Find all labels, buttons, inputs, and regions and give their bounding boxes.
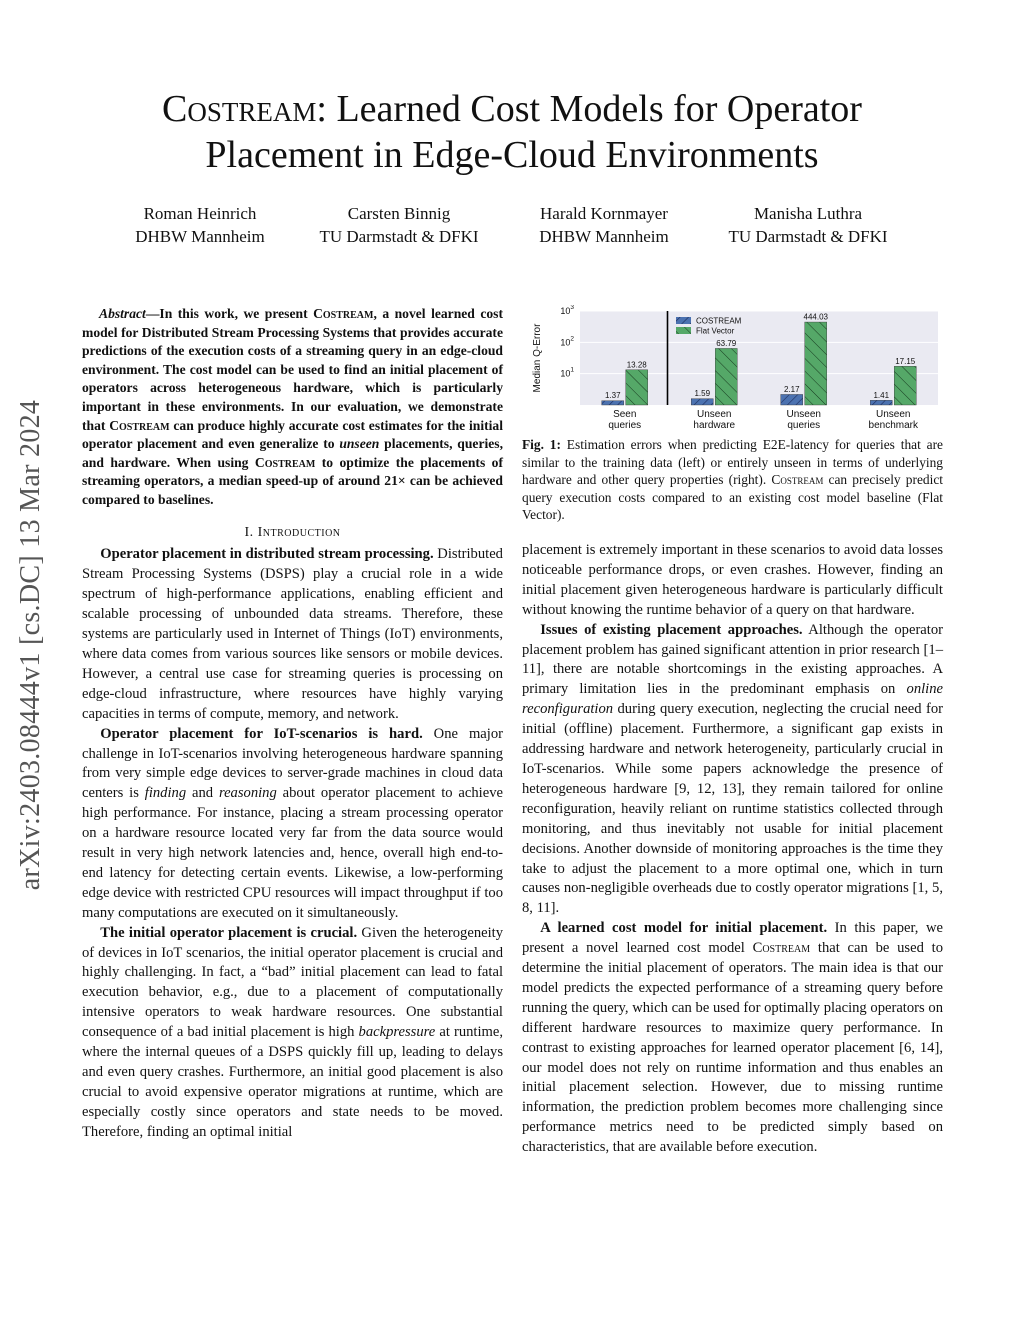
figure-label: Fig. 1: [522, 437, 561, 452]
paragraph-text: Given the heterogeneity of devices in IoT scenarios, the initial operator placement is crucial and highly challenging. In fact, a “bad” initial placement can lead to fatal execution behavior, e.g., due to a placement of computationally intensive operators to weak hardware resources. One substantial consequence of a bad initial placement is high [82, 924, 503, 1041]
paragraph [82, 545, 503, 724]
abstract-text: placements, queries, and hardware. When using [82, 436, 503, 470]
bar-hatch [781, 394, 803, 405]
tick-base: 10 [560, 368, 571, 379]
author-name: Manisha Luthra [753, 204, 863, 223]
author-2 [279, 202, 519, 248]
x-tick-label: Seen [613, 409, 637, 420]
author-affiliation: TU Darmstadt & DFKI [728, 227, 888, 246]
author-4 [688, 202, 928, 248]
paragraph-text: Distributed Stream Processing Systems (DSPS) play a crucial role in a wide spectrum of high-performance applications, enabling efficient and scalable processing of unbounded data streams. Therefore, these systems are particularly used in Internet of Things (IoT) environments, where data comes from various sources like sensors or mobile devices. However, a central use case for streaming queries is processing on edge-cloud infrastructure, where resources have highly varying capacities in terms of compute, memory, and network. [82, 546, 503, 722]
legend-swatch-hatch [676, 327, 691, 334]
tick-base: 10 [560, 337, 571, 348]
author-affiliation: DHBW Mannheim [539, 227, 669, 246]
paragraph-heading: Issues of existing placement approaches. [540, 621, 803, 638]
bar-hatch [715, 348, 737, 405]
emphasis: finding [144, 785, 187, 802]
abstract-label: Abstract [99, 306, 146, 321]
paragraph-text: during query execution, neglecting the crucial need for initial (offline) placement. Furthermore, a significant gap exists in addressing hardware and network heterogeneity, particularly crucial in IoT-scenarios. While some papers acknowledge the presence of heterogeneous hardware [9, 12, 13], they remain tailored for online reconfiguration, heavily reliant on runtime statistics collected through monitoring, and thus inevitably not usable for initial placement decisions. Another downside of monitoring approaches is the time they take to adjust the placement to a more optimal one, which in turn causes non-negligible overheads due to costly operator migrations [1, 5, 8, 11]. [522, 701, 943, 917]
data-label: 1.41 [873, 390, 890, 400]
paragraph-text: One major challenge in IoT-scenarios involving heterogeneous hardware spanning from very simple edge devices to server-grade machines in cloud data centers is [82, 725, 503, 802]
data-label: 1.37 [604, 391, 621, 401]
x-tick-label: Unseen [697, 409, 732, 420]
paragraph-text: at runtime, where the internal queues of a DSPS quickly fill up, leading to delays and even query crashes. Furthermore, an initial good placement is also crucial to avoid expensive operator migrations at runtime, which are especially costly since operators and state needs to be moved. Therefore, finding an optimal initial [82, 1024, 504, 1140]
x-tick-label: queries [608, 420, 642, 431]
section-title: Introduction [257, 524, 341, 540]
y-ticks [560, 305, 574, 379]
left-column [82, 305, 503, 1143]
y-tick-label [560, 305, 574, 316]
emphasis: online reconfiguration [522, 681, 943, 718]
author-affiliation: DHBW Mannheim [135, 227, 265, 246]
paragraph-text: placement is extremely important in these scenarios to avoid data losses noticeable performance drops, or even crashes. However, finding an initial placement given heterogeneous hardware is particularly difficult without knowing the runtime behavior of a query on that hardware. [522, 542, 943, 618]
legend-label-costream: COSTREAM [696, 316, 742, 326]
data-label: 444.03 [803, 312, 828, 322]
tick-exponent: 3 [570, 305, 574, 311]
caption-text: can precisely predict query execution costs compared to an existing cost model baseline (Flat Vector). [522, 472, 943, 523]
y-axis-label: Median Q-Error [532, 323, 543, 393]
data-label: 1.59 [694, 389, 711, 399]
bar-hatch [626, 370, 648, 405]
system-name: Costream [313, 306, 374, 321]
author-name: Carsten Binnig [347, 204, 451, 223]
abstract [82, 305, 503, 510]
title-line1: : Learned Cost Models for Operator [316, 88, 862, 130]
data-label: 63.79 [716, 338, 737, 348]
bar-hatch [602, 401, 624, 405]
bar-hatch [894, 366, 916, 405]
system-name: Costream [771, 472, 824, 488]
author-block [100, 202, 924, 252]
emphasis: reasoning [218, 785, 277, 802]
abstract-text: to optimize the placements of streaming operators, a median speed-up of around 21× can be achieved compared to baselines. [82, 454, 503, 507]
bar-hatch [870, 400, 892, 405]
author-name: Roman Heinrich [143, 204, 257, 223]
abstract-text: , a novel learned cost model for Distributed Stream Processing Systems that provides accurate predictions of the execution costs of a streaming query in an edge-cloud environment. The cost model can be used to find an initial placement of operators across heterogeneous hardware, which is particularly important in these environments. In our evaluation, we demonstrate that [82, 306, 503, 433]
tick-base: 10 [560, 306, 571, 316]
paragraph-text: that can be used to determine the initial placement of operators. The main idea is that our model predicts the expected performance of a streaming query before running the query, which can be used for optimally placing operators on different hardware resources to maximize query performance. In contrast to existing approaches for learned operator placement [6, 14], our model does not rely on runtime information and thus enables an initial placement selection. However, due to missing runtime information, the prediction problem becomes more challenging since performance metrics need to be predicted simply based on characteristics, that are available before execution. [522, 940, 943, 1156]
y-tick-label [560, 367, 574, 379]
right-column [522, 541, 943, 1158]
tick-exponent: 1 [570, 366, 574, 374]
system-name: Costream [109, 417, 170, 433]
figure-1 [522, 305, 943, 524]
author-affiliation: TU Darmstadt & DFKI [319, 227, 479, 246]
legend [672, 315, 782, 339]
x-tick-label: queries [787, 420, 821, 431]
emphasis: backpressure [358, 1024, 436, 1041]
title-line2: Placement in Edge-Cloud Environments [205, 134, 819, 176]
x-tick-label: hardware [693, 420, 736, 431]
x-tick-label: benchmark [868, 420, 918, 431]
data-label: 2.17 [783, 384, 800, 394]
legend-label-flat-vector: Flat Vector [696, 326, 735, 336]
paragraph-heading: The initial operator placement is crucial. [100, 924, 358, 941]
bar-hatch [691, 399, 713, 405]
title-system-name: Costream [162, 88, 317, 130]
abstract-emphasis: unseen [339, 436, 380, 452]
y-tick-label [560, 335, 574, 347]
x-tick-label: Unseen [876, 409, 911, 420]
arxiv-stamp [0, 345, 62, 945]
paragraph-text: about operator placement to achieve high performance. For instance, placing a stream processing operator on a hardware resource located very far from the data source would result in very high network latencies and, hence, overall high end-to-end latency for detecting certain events. Likewise, a low-performing edge device with restricted CPU resources will impact throughput if too many computations are executed on it simultaneously. [82, 785, 503, 921]
paragraph-text: and [186, 785, 219, 802]
author-name: Harald Kornmayer [540, 204, 668, 223]
paragraph [82, 725, 503, 924]
arxiv-id: arXiv:2403.08444v1 [cs.DC] 13 Mar 2024 [15, 399, 46, 891]
bar-hatch [805, 322, 827, 405]
abstract-text: —In this work, we present [145, 306, 314, 321]
paragraph-heading: A learned cost model for initial placement. [540, 920, 828, 937]
system-name: Costream [752, 940, 811, 957]
x-tick-label: Unseen [786, 409, 821, 420]
paragraph-heading: Operator placement in distributed stream processing. [100, 546, 434, 563]
abstract-text: can produce highly accurate cost estimates for the initial operator placement and even generalize to [82, 417, 503, 452]
paragraph [522, 919, 943, 1158]
data-label: 17.15 [895, 356, 916, 366]
paragraph [82, 924, 503, 1143]
paragraph-heading: Operator placement for IoT-scenarios is hard. [100, 725, 423, 742]
caption-text: Estimation errors when predicting E2E-latency for queries that are similar to the training data (left) or entirely unseen in terms of underlying hardware and other query properties (right). [522, 437, 943, 488]
system-name: Costream [254, 454, 316, 470]
paragraph [522, 541, 943, 621]
figure-caption [522, 436, 943, 524]
bar-chart [522, 305, 943, 433]
data-label: 13.28 [626, 360, 647, 370]
paragraph [522, 621, 943, 920]
tick-exponent: 2 [570, 335, 574, 343]
section-heading [82, 523, 503, 543]
paragraph-text: Although the operator placement problem has gained significant attention in prior research [1–11], there are notable shortcomings in the existing approaches. A primary limitation lies in the predominant emphasis on [522, 621, 943, 698]
legend-swatch-hatch [676, 317, 691, 324]
x-tick-labels [608, 409, 919, 431]
paragraph-text: In this paper, we present a novel learned cost model [522, 920, 943, 957]
section-number: I. [244, 524, 254, 540]
paper-title [100, 86, 924, 178]
